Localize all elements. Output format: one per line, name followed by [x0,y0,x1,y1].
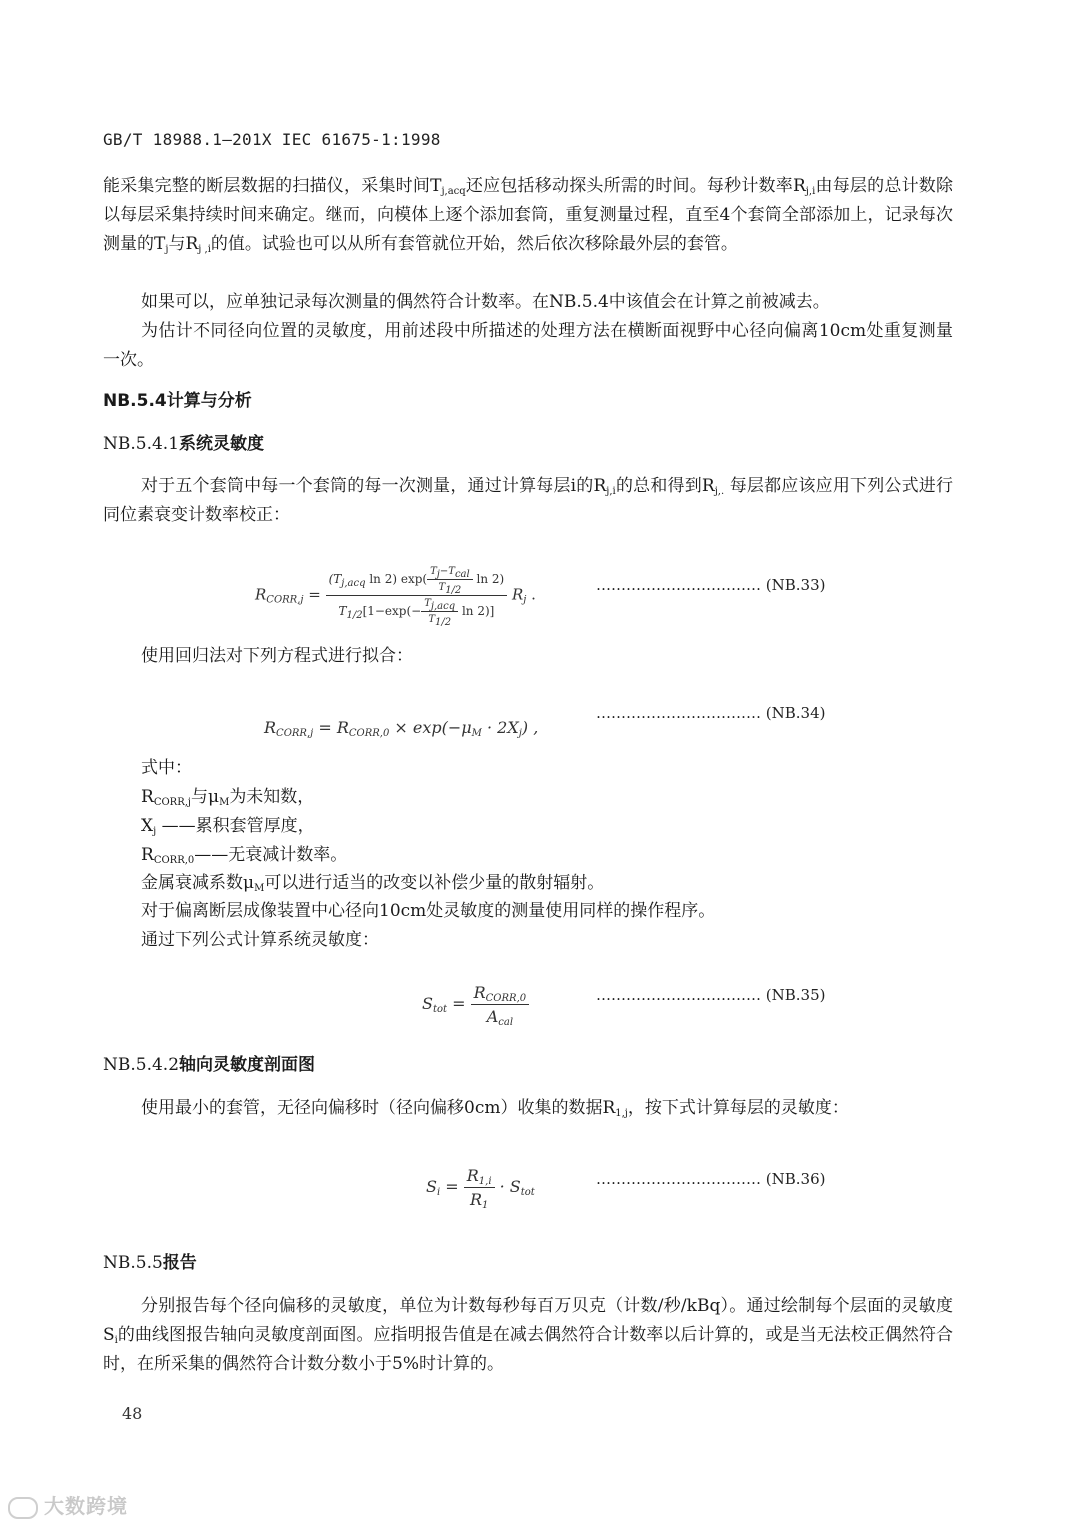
paragraph-radial-offset: 为估计不同径向位置的灵敏度，用前述段中所描述的处理方法在横断面视野中心径向偏离10cm处重复测量一次。 [103,321,953,370]
line-system-sensitivity: 通过下列公式计算系统灵敏度： [141,930,379,950]
line-attenuation-coefficient: 金属衰减系数$\mu_M$可以进行适当的改变以补偿少量的散射辐射。 [141,873,605,894]
equation-number-nb34: …………………………… (NB.34) [596,704,826,722]
paragraph-random-rate: 如果可以，应单独记录每次测量的偶然符合计数率。在NB.5.4中该值会在计算之前被减去。 [141,292,830,312]
heading-nb541: NB.5.4.1系统灵敏度 [103,434,265,454]
where-label: 式中： [141,758,192,778]
line-10cm-offset: 对于偏离断层成像装置中心径向10cm处灵敏度的测量使用同样的操作程序。 [141,901,716,921]
paragraph-report: 分别报告每个径向偏移的灵敏度，单位为计数每秒每百万贝克（计数/秒/kBq）。通过绘制每个层面的灵敏度$S_i$的曲线图报告轴向灵敏度剖面图。应指明报告值是在减去偶然符合计数率以后计算的，或是当无法校正偶然符合时，在所采集的偶然符合计数分数小于5%时计算的。 [103,1296,953,1374]
equation-nb34: $R_{CORR,j} = R_{CORR,0} \times \exp(-\mu_M \cdot 2X_j)$ , [264,718,539,739]
paragraph-acquisition: 能采集完整的断层数据的扫描仪，采集时间$T_{j,acq}$还应包括移动探头所需的时间。每秒计数率$R_{j,i}$由每层的总计数除以每层采集持续时间来确定。继而，向模体上逐个添加套筒，重复测量过程，直至4个套筒全部添加上，记录每次测量的$T_j$与$R_{j ,i}$的值。试验也可以从所有套管就位开始，然后依次移除最外层的套管。 [103,176,954,255]
watermark-logo-icon [8,1497,38,1519]
equation-nb35: $S_{tot}$ = $\frac{R_{CORR,0}}{A_{cal}}$ [422,983,529,1026]
heading-nb54: NB.5.4计算与分析 [103,391,252,411]
definition-rcorr-j: $R_{CORR,j}$与$\mu_M$为未知数， [141,787,315,808]
heading-nb542: NB.5.4.2轴向灵敏度剖面图 [103,1055,316,1075]
watermark: 大数跨境 [8,1490,128,1519]
equation-number-nb33: …………………………… (NB.33) [596,576,826,594]
paragraph-axial-profile: 使用最小的套管，无径向偏移时（径向偏移0cm）收集的数据$R_{1,j}$，按下式计算每层的灵敏度： [141,1098,849,1119]
equation-nb36: $S_i$ = $\frac{R_{1,i}}{R_1}$ · $S_{tot}$ [426,1166,535,1211]
paragraph-regression: 使用回归法对下列方程式进行拟合： [141,646,413,666]
equation-number-nb35: …………………………… (NB.35) [596,986,826,1004]
equation-nb33: $R_{CORR,j}$ = ($T_{j,acq}$ ln 2) exp( $\frac{T_j-T_{cal}}{T_{1/2}}$ ln 2) $T_{1/2}[1-\exp(-$ $\frac{T_{j,acq}}{T_{1/2}}$ ln 2)] $R_j$ . [255,566,536,628]
heading-nb55: NB.5.5报告 [103,1253,197,1273]
paragraph-decay-correction: 对于五个套筒中每一个套筒的每一次测量，通过计算每层i的$R_{j,i}$的总和得到$R_{j,.}$ 每层都应该应用下列公式进行同位素衰变计数率校正： [103,476,953,525]
document-header: GB/T 18988.1—201X IEC 61675-1:1998 [103,130,441,149]
equation-number-nb36: …………………………… (NB.36) [596,1170,826,1188]
definition-rcorr-0: $R_{CORR,0}——$无衰减计数率。 [141,845,348,866]
page-number: 48 [122,1404,143,1423]
definition-xj: $X_j$ ——累积套管厚度， [141,816,315,837]
